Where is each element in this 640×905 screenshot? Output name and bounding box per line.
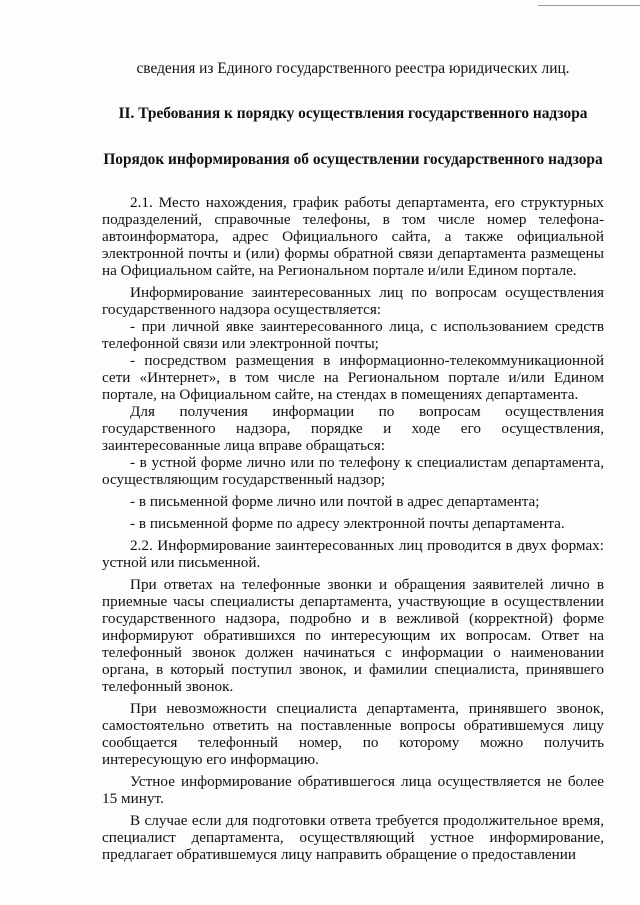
top-edge-line (538, 5, 640, 6)
paragraph: 2.2. Информирование заинтересованных лиц проводится в двух формах: устной или письменной. (102, 537, 604, 571)
paragraph: Устное информирование обратившегося лица осуществляется не более 15 минут. (102, 773, 604, 807)
paragraph: При ответах на телефонные звонки и обращения заявителей лично в приемные часы специалисты департамента, участвующие в осуществлении государственного надзора, подробно и в вежливой (корректной) форме информируют обратившихся по интересующим их вопросам. Ответ на телефонный звонок должен начинаться с информации о наименовании органа, в который поступил звонок, и фамилии специалиста, принявшего телефонный звонок. (102, 576, 604, 695)
paragraph: Для получения информации по вопросам осуществления государственного надзора, порядке и ходе его осуществления, заинтересованные лица вправе обращаться: (102, 403, 604, 454)
paragraph: - в письменной форме по адресу электронной почты департамента. (130, 515, 565, 532)
paragraph: - при личной явке заинтересованного лица, с использованием средств телефонной связи или электронной почты; (102, 318, 604, 352)
body-text (102, 194, 604, 863)
paragraph: Информирование заинтересованных лиц по вопросам осуществления государственного надзора осуществляется: (102, 284, 604, 318)
paragraph: В случае если для подготовки ответа требуется продолжительное время, специалист департамента, осуществляющий устное информирование, предлагает обратившемуся лицу направить обращение о предоставлении (102, 812, 604, 863)
paragraph: 2.1. Место нахождения, график работы департамента, его структурных подразделений, справочные телефоны, в том числе номер телефона-автоинформатора, адрес Официального сайта, а также официальной электронной почты и (или) формы обратной связи департамента размещены на Официальном сайте, на Региональном портале и/или Едином портале. (102, 194, 604, 279)
paragraph: - посредством размещения в информационно-телекоммуникационной сети «Интернет», в том числе на Региональном портале и/или Едином портале, на Официальном сайте, на стендах в помещениях департамента. (102, 352, 604, 403)
paragraph: При невозможности специалиста департамента, принявшего звонок, самостоятельно ответить на поставленные вопросы обратившемуся лицу сообщается телефонный номер, по которому можно получить интересующую его информацию. (102, 700, 604, 768)
sub-heading: Порядок информирования об осуществлении государственного надзора (103, 151, 603, 168)
paragraph: - в устной форме лично или по телефону к специалистам департамента, осуществляющим государственный надзор; (102, 454, 604, 488)
intro-line: сведения из Единого государственного реестра юридических лиц. (136, 60, 570, 77)
section-heading: II. Требования к порядку осуществления государственного надзора (118, 105, 588, 122)
document-content (102, 58, 604, 863)
paragraph: - в письменной форме лично или почтой в адрес департамента; (130, 493, 540, 510)
